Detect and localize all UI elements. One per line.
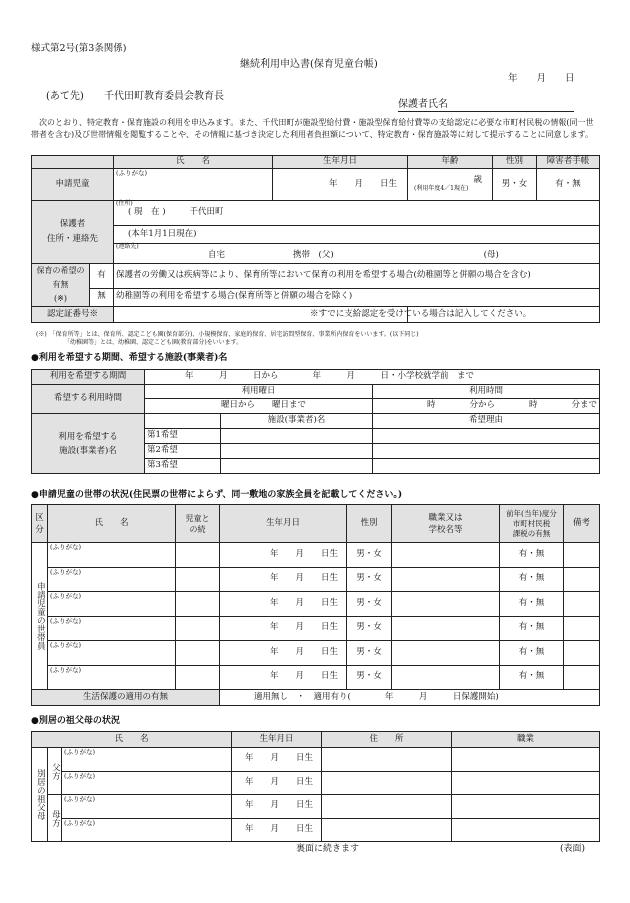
hh-sex[interactable]: 男・女 xyxy=(347,543,392,568)
nursery-yes-text: 保護者の労働又は疾病等により、保育所等において保育の利用を希望する場合(幼稚園等と併願の場合を含む) xyxy=(114,264,600,289)
applicant-disability-field[interactable]: 有・無 xyxy=(537,169,600,201)
hh-tax[interactable]: 有・無 xyxy=(500,592,564,617)
hh-job[interactable] xyxy=(392,641,500,666)
hh-note[interactable] xyxy=(564,592,600,617)
facility-col: 施設(事業者)名 xyxy=(221,414,373,429)
gp-job[interactable] xyxy=(452,795,600,819)
hh-sex[interactable]: 男・女 xyxy=(347,567,392,592)
grandparents-table xyxy=(31,731,600,842)
gp-father-side: 父方 xyxy=(48,748,62,795)
footnote-2: 「幼稚園等」とは、幼稚園、認定こども園(教育部分)をいいます。 xyxy=(64,339,243,346)
gp-side-label: 別居の祖父母 xyxy=(32,748,48,842)
gp-mother-side: 母方 xyxy=(48,795,62,842)
applicant-age-field[interactable]: 歳 (利用年度4／1現在) xyxy=(408,169,493,201)
gp-col-birth: 生年月日 xyxy=(232,732,322,748)
applicant-sex-field[interactable]: 男・女 xyxy=(493,169,537,201)
choice-1: 第1希望 xyxy=(145,429,221,444)
hh-name[interactable]: (ふりがな) xyxy=(48,665,176,690)
hh-sex[interactable]: 男・女 xyxy=(347,665,392,690)
gp-birth[interactable]: 年 月 日生 xyxy=(232,748,322,772)
hours-label: 利用時間 xyxy=(373,385,600,399)
hh-note[interactable] xyxy=(564,665,600,690)
hh-name[interactable]: (ふりがな) xyxy=(48,543,176,568)
hh-note[interactable] xyxy=(564,567,600,592)
hh-col-tax: 前年(当年)度分 市町村民税 課税の有無 xyxy=(500,505,564,543)
gp-address[interactable] xyxy=(322,748,452,772)
choice-2: 第2希望 xyxy=(145,444,221,459)
hh-relation[interactable] xyxy=(176,641,220,666)
usage-section-title: ●利用を希望する期間、希望する施設(事業者)名 xyxy=(31,353,228,363)
cert-label: 認定証番号※ xyxy=(32,307,114,323)
hh-note[interactable] xyxy=(564,641,600,666)
choice-3: 第3希望 xyxy=(145,459,221,474)
hh-job[interactable] xyxy=(392,592,500,617)
facility-label: 利用を希望する 施設(事業者)名 xyxy=(32,414,145,474)
gp-job[interactable] xyxy=(452,771,600,795)
hh-name[interactable]: (ふりがな) xyxy=(48,641,176,666)
hh-tax[interactable]: 有・無 xyxy=(500,665,564,690)
gp-col-name: 氏 名 xyxy=(32,732,232,748)
applicant-label: 申請児童 xyxy=(32,169,114,201)
gp-name[interactable]: (ふりがな) xyxy=(62,748,232,772)
gp-address[interactable] xyxy=(322,818,452,842)
applicant-birth-field[interactable]: 年 月 日生 xyxy=(273,169,408,201)
hh-col-name: 氏 名 xyxy=(48,505,176,543)
nursery-no[interactable]: 無 xyxy=(90,288,114,306)
cert-note: ※すでに支給認定を受けている場合は記入してください。 xyxy=(408,307,600,323)
footnote-1: (※) 「保育所等」とは、保育所、認定こども園(保育部分)、小規模保育、家庭的保育、居宅訪問型保育、事業所内保育をいいます。(以下同じ) xyxy=(36,331,419,338)
hh-relation[interactable] xyxy=(176,665,220,690)
hh-relation[interactable] xyxy=(176,616,220,641)
gp-address[interactable] xyxy=(322,795,452,819)
hh-sex[interactable]: 男・女 xyxy=(347,641,392,666)
addressee: 千代田町教育委員会教育長 xyxy=(104,91,224,102)
usage-table xyxy=(31,369,600,474)
hh-birth[interactable]: 年 月 日生 xyxy=(220,567,347,592)
hh-col-note: 備考 xyxy=(564,505,600,543)
welfare-field[interactable]: 適用無し ・ 適用有り( 年 月 日保護開始) xyxy=(220,690,600,706)
hh-col-relation: 児童と の続 xyxy=(176,505,220,543)
col-name: 氏 名 xyxy=(114,156,273,169)
gp-name[interactable]: (ふりがな) xyxy=(62,818,232,842)
hh-job[interactable] xyxy=(392,567,500,592)
hh-relation[interactable] xyxy=(176,592,220,617)
gp-birth[interactable]: 年 月 日生 xyxy=(232,771,322,795)
guardian-contact-field[interactable]: (連絡先) 自宅 携帯 (父) (母) xyxy=(114,244,600,264)
hh-col-sex: 性別 xyxy=(347,505,392,543)
col-sex: 性別 xyxy=(493,156,537,169)
hh-birth[interactable]: 年 月 日生 xyxy=(220,641,347,666)
hh-note[interactable] xyxy=(564,543,600,568)
hh-tax[interactable]: 有・無 xyxy=(500,616,564,641)
hours-field[interactable]: 時 分から 時 分まで xyxy=(373,399,600,414)
household-table xyxy=(31,504,600,706)
gp-col-address: 住 所 xyxy=(322,732,452,748)
household-side-label: 申請児童の世帯員 xyxy=(32,543,48,690)
applicant-name-field[interactable]: (ふりがな) xyxy=(114,169,273,201)
period-field[interactable]: 年 月 日から 年 月 日・小学校就学前 まで xyxy=(145,370,600,385)
welfare-label: 生活保護の適用の有無 xyxy=(32,690,220,706)
nursery-label: 保育の希望の有無 (※) xyxy=(32,264,90,307)
period-label: 利用を希望する期間 xyxy=(32,370,145,385)
facility-1[interactable] xyxy=(221,429,373,444)
hh-col-job: 職業又は 学校名等 xyxy=(392,505,500,543)
guardian-name-label: 保護者氏名 xyxy=(398,99,448,110)
col-birth: 生年月日 xyxy=(273,156,408,169)
guardian-address-field[interactable]: (住所) ( 現 在 ) 千代田町 xyxy=(114,201,600,226)
hh-job[interactable] xyxy=(392,543,500,568)
hh-name[interactable]: (ふりがな) xyxy=(48,616,176,641)
guardian-label: 保護者 住所・連絡先 xyxy=(32,201,114,264)
gp-birth[interactable]: 年 月 日生 xyxy=(232,818,322,842)
applicant-table xyxy=(31,155,600,323)
facility-3[interactable] xyxy=(221,459,373,474)
col-kubun: 区分 xyxy=(32,505,48,543)
days-field[interactable]: 曜日から 曜日まで xyxy=(145,399,373,414)
col-disability: 障害者手帳 xyxy=(537,156,600,169)
hh-col-birth: 生年月日 xyxy=(220,505,347,543)
facility-2[interactable] xyxy=(221,444,373,459)
gp-address[interactable] xyxy=(322,771,452,795)
consent-text: 次のとおり、特定教育・保育施設の利用を申込みます。また、千代田町が施設型給付費・施設型保育給付費等の支給認定に必要な市町村民税の情報(同一世帯者を含む)及び世帯情報を閲覧することや、その情報に基づき決定した利用者負担額について、特定教育・保育施設等に対して提示することに同意します。 xyxy=(31,118,594,139)
hh-tax[interactable]: 有・無 xyxy=(500,567,564,592)
hh-tax[interactable]: 有・無 xyxy=(500,641,564,666)
hh-birth[interactable]: 年 月 日生 xyxy=(220,616,347,641)
continued-note: 裏面に続きます xyxy=(296,844,360,854)
guardian-name-line[interactable] xyxy=(398,99,574,112)
hh-name[interactable]: (ふりがな) xyxy=(48,592,176,617)
gp-job[interactable] xyxy=(452,748,600,772)
hh-sex[interactable]: 男・女 xyxy=(347,616,392,641)
form-number: 様式第2号(第3条関係) xyxy=(31,43,127,54)
addressee-prefix: (あて先) xyxy=(46,91,84,102)
household-section-title: ●申請児童の世帯の状況(住民票の世帯によらず、同一敷地の家族全員を記載してください。) xyxy=(31,490,403,500)
reason-col: 希望理由 xyxy=(373,414,600,429)
header-date: 年 月 日 xyxy=(508,73,575,84)
hh-job[interactable] xyxy=(392,665,500,690)
col-age: 年齢 xyxy=(408,156,493,169)
guardian-jan1-field[interactable]: (本年1月1日現在) xyxy=(114,226,600,244)
grandparents-section-title: ●別居の祖父母の状況 xyxy=(31,716,120,726)
hh-birth[interactable]: 年 月 日生 xyxy=(220,543,347,568)
form-title: 継続利用申込書(保育児童台帳) xyxy=(240,59,378,70)
hh-job[interactable] xyxy=(392,616,500,641)
hh-birth[interactable]: 年 月 日生 xyxy=(220,592,347,617)
hh-note[interactable] xyxy=(564,616,600,641)
hh-birth[interactable]: 年 月 日生 xyxy=(220,665,347,690)
reason-2[interactable] xyxy=(373,444,600,459)
hh-sex[interactable]: 男・女 xyxy=(347,592,392,617)
gp-name[interactable]: (ふりがな) xyxy=(62,795,232,819)
gp-job[interactable] xyxy=(452,818,600,842)
gp-name[interactable]: (ふりがな) xyxy=(62,771,232,795)
gp-birth[interactable]: 年 月 日生 xyxy=(232,795,322,819)
days-label: 利用曜日 xyxy=(145,385,373,399)
hh-name[interactable]: (ふりがな) xyxy=(48,567,176,592)
hh-relation[interactable] xyxy=(176,567,220,592)
nursery-yes[interactable]: 有 xyxy=(90,264,114,289)
reason-1[interactable] xyxy=(373,429,600,444)
hh-tax[interactable]: 有・無 xyxy=(500,543,564,568)
reason-3[interactable] xyxy=(373,459,600,474)
front-side-label: (表面) xyxy=(560,844,586,854)
gp-col-job: 職業 xyxy=(452,732,600,748)
time-label: 希望する利用時間 xyxy=(32,385,145,414)
hh-relation[interactable] xyxy=(176,543,220,568)
nursery-no-text: 幼稚園等の利用を希望する場合(保育所等と併願の場合を除く) xyxy=(114,288,600,306)
